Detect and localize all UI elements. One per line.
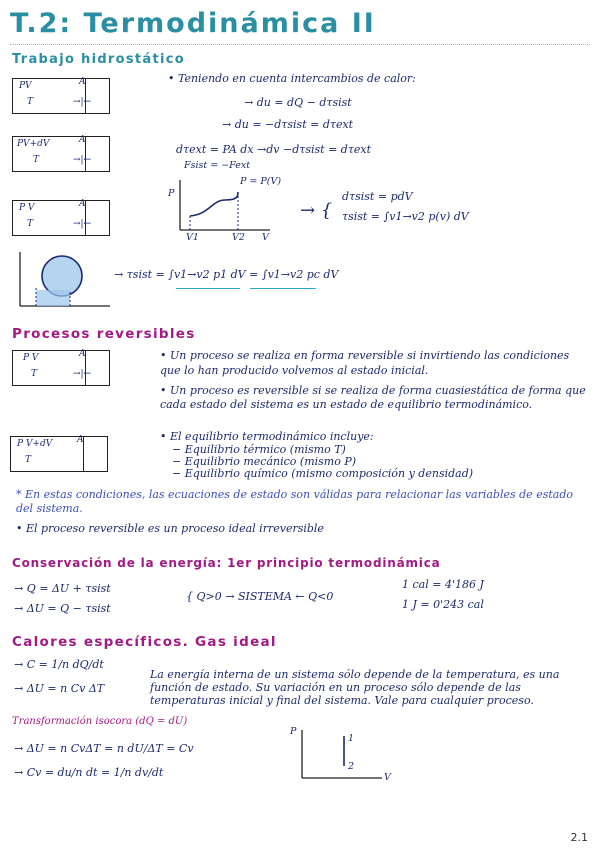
- reversibles-bullet-3b: − Equilibrio mecánico (mismo P): [172, 455, 357, 468]
- box-label: A: [77, 435, 84, 445]
- isochoric-graph: [296, 728, 386, 788]
- section-heading-reversibles: Procesos reversibles: [12, 326, 196, 342]
- pv-graph-label: P = P(V): [240, 176, 282, 187]
- trabajo-eq7: → τsist = ∫v1→v2 p1 dV = ∫v1→v2 pc dV: [114, 268, 339, 281]
- box-label: P V: [19, 203, 35, 213]
- calores-transformacion: Transformación isocora (dQ = dU): [12, 716, 188, 727]
- calores-eq3: → ΔU = n CvΔT = n dU/ΔT = Cv: [14, 742, 194, 755]
- conservacion-eq2: → ΔU = Q − τsist: [14, 602, 111, 615]
- box-label: T: [27, 219, 34, 229]
- section-heading-conservacion: Conservación de la energía: 1er principio termodinámica: [12, 556, 441, 570]
- cyan-underline: [250, 288, 316, 289]
- box-label: T: [27, 97, 34, 107]
- isochoric-point-1: 1: [348, 733, 355, 744]
- box-label: PV+dV: [17, 139, 50, 149]
- reversibles-note: * En estas condiciones, las ecuaciones de estado son válidas para relacionar las variables de estado del sistema.: [16, 488, 573, 515]
- calores-eq2: → ΔU = n Cv ΔT: [14, 682, 105, 695]
- reversibles-bullet-3c: − Equilibrio químico (mismo composición y densidad): [172, 467, 474, 480]
- reversibles-bullet-4: • El proceso reversible es un proceso ideal irreversible: [16, 522, 324, 535]
- arrows: →|←: [73, 155, 92, 165]
- conservacion-eq1: → Q = ΔU + τsist: [14, 582, 111, 595]
- pv-axis-v: V: [262, 232, 269, 243]
- calores-eq4: → Cv = du/n dt = 1/n dv/dt: [14, 766, 164, 779]
- reversibles-bullet-3a: − Equilibrio térmico (mismo T): [172, 443, 346, 456]
- title-underline: [10, 44, 590, 45]
- trabajo-eq6: τsist = ∫v1→v2 p(v) dV: [342, 210, 469, 223]
- conservacion-sign-rule: { Q>0 → SISTEMA ← Q<0: [186, 590, 334, 603]
- trabajo-eq1: → du = dQ − dτsist: [244, 96, 352, 109]
- calores-text: La energía interna de un sistema sólo depende de la temperatura, es una función de estado. Su variación en un proceso sólo depende de las temperaturas inicial y final del sistema. Vale para cualquier proceso.: [150, 668, 560, 707]
- piston-box-2: [12, 136, 110, 172]
- trabajo-eq5: dτsist = pdV: [342, 190, 413, 203]
- piston-box-5: [10, 436, 108, 472]
- box-label: A: [79, 77, 86, 87]
- trabajo-intro: • Teniendo en cuenta intercambios de calor:: [168, 72, 416, 85]
- pv-cycle-graph: [14, 250, 114, 320]
- isochoric-axis-p: P: [290, 726, 297, 737]
- page-title: T.2: Termodinámica II: [10, 8, 376, 39]
- arrows: →|←: [73, 219, 92, 229]
- pv-v2: V2: [232, 232, 245, 243]
- box-label: A: [79, 349, 86, 359]
- calores-eq1: → C = 1/n dQ/dt: [14, 658, 104, 671]
- isochoric-axis-v: V: [384, 772, 391, 783]
- section-heading-calores: Calores específicos. Gas ideal: [12, 634, 277, 650]
- box-label: PV: [19, 81, 32, 91]
- box-label: P V+dV: [17, 439, 53, 449]
- pv-axis-p: P: [168, 188, 175, 199]
- trabajo-eq4: Fsist = −Fext: [184, 160, 251, 171]
- reversibles-bullet-3: • El equilibrio termodinámico incluye:: [160, 430, 374, 443]
- arrows: →|←: [73, 97, 92, 107]
- cyan-underline: [176, 288, 240, 289]
- piston-box-1: [12, 78, 110, 114]
- trabajo-eq2: → du = −dτsist = dτext: [222, 118, 354, 131]
- reversibles-bullet-1: • Un proceso se realiza en forma reversible si invirtiendo las condiciones que lo han producido volvemos al estado inicial.: [160, 349, 570, 377]
- box-label: T: [33, 155, 40, 165]
- reversibles-bullet-2: • Un proceso es reversible si se realiza de forma cuasiestática de forma que cada estado del sistema es un estado de equilibrio termodinámico.: [160, 384, 586, 411]
- pv-v1: V1: [186, 232, 199, 243]
- piston-box-4: [12, 350, 110, 386]
- box-label: A: [79, 135, 86, 145]
- brace-arrow: → {: [300, 200, 333, 221]
- section-heading-trabajo: Trabajo hidrostático: [12, 52, 186, 67]
- piston-box-3: [12, 200, 110, 236]
- page-number: 2.1: [570, 831, 588, 844]
- conservacion-j-to-cal: 1 J = 0'243 cal: [402, 598, 484, 611]
- trabajo-eq3: dτext = PA dx →dv −dτsist = dτext: [176, 143, 372, 156]
- box-label: P V: [23, 353, 39, 363]
- box-label: T: [31, 369, 38, 379]
- box-label: A: [79, 199, 86, 209]
- box-label: T: [25, 455, 32, 465]
- isochoric-point-2: 2: [348, 761, 355, 772]
- arrows: →|←: [73, 369, 92, 379]
- conservacion-cal-to-j: 1 cal = 4'186 J: [402, 578, 484, 591]
